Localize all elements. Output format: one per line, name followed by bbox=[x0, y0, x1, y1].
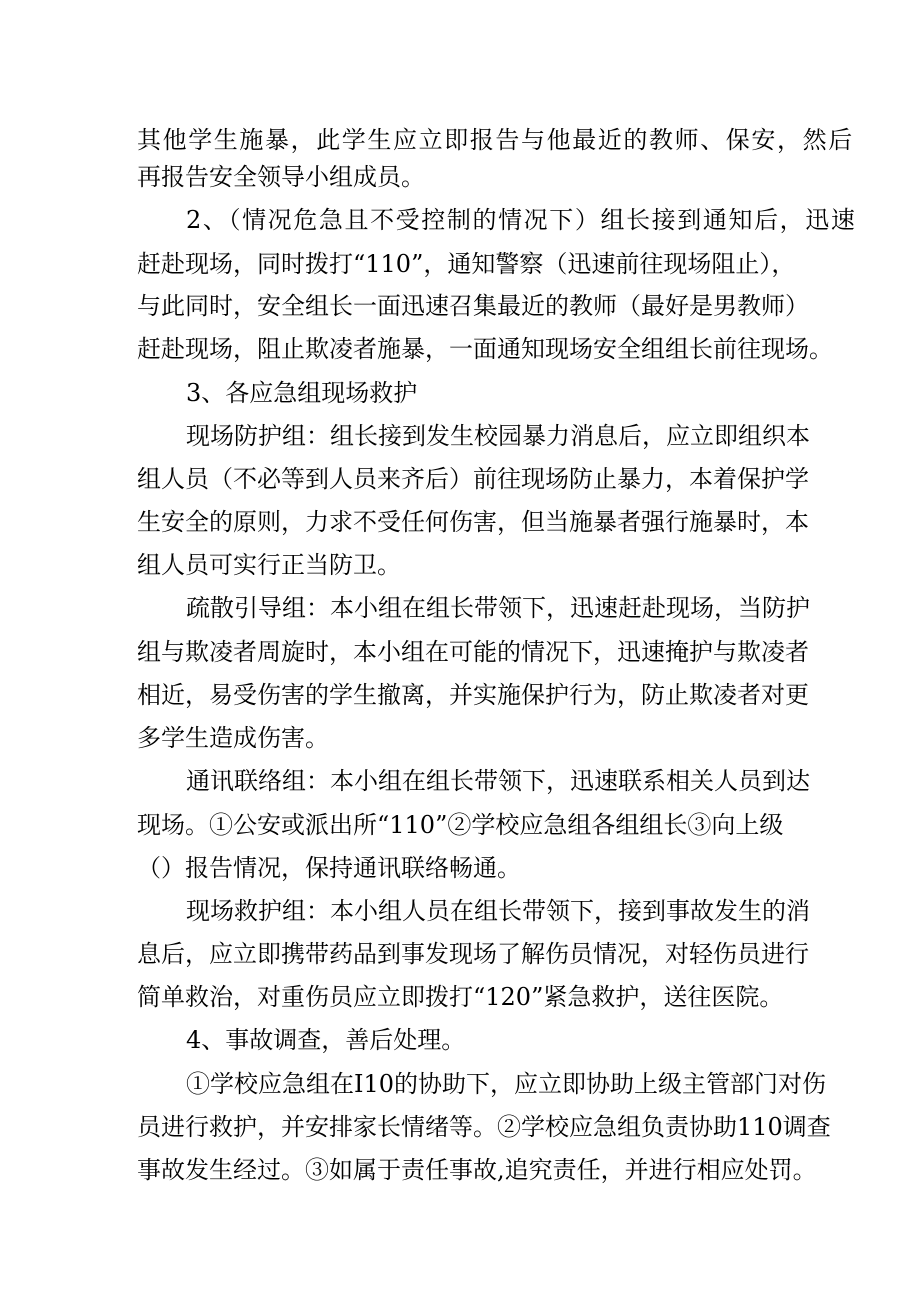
text-line: 简单救治，对重伤员应立即拨打“120”紧急救护，送往医院。 bbox=[137, 983, 784, 1011]
text-line: ①学校应急组在I10的协助下，应立即协助上级主管部门对伤 bbox=[186, 1070, 827, 1098]
text-line: 事故发生经过。③如属于责任事故,追究责任，并进行相应处罚。 bbox=[137, 1156, 817, 1184]
text-line: 再报告安全领导小组成员。 bbox=[137, 163, 425, 191]
text-line: 生安全的原则，力求不受任何伤害，但当施暴者强行施暴时，本 bbox=[137, 508, 809, 536]
text-line: 赶赴现场，同时拨打“110”，通知警察（迅速前往现场阻止）， bbox=[137, 250, 796, 278]
text-line: 组人员（不必等到人员来齐后）前往现场防止暴力，本着保护学 bbox=[137, 465, 809, 493]
text-line: 组与欺凌者周旋时，本小组在可能的情况下，迅速掩护与欺凌者 bbox=[137, 638, 809, 666]
text-line: 现场防护组：组长接到发生校园暴力消息后，应立即组织本 bbox=[186, 422, 810, 450]
text-line: 多学生造成伤害。 bbox=[137, 724, 329, 752]
text-line: 组人员可实行正当防卫。 bbox=[137, 551, 401, 579]
text-line: 现场。①公安或派出所“110”②学校应急组各组组长③向上级 bbox=[137, 811, 784, 839]
text-line: 疏散引导组：本小组在组长带领下，迅速赶赴现场，当防护 bbox=[186, 594, 810, 622]
text-line: 3、各应急组现场救护 bbox=[186, 379, 418, 407]
text-line: 现场救护组：本小组人员在组长带领下，接到事故发生的消 bbox=[186, 897, 810, 925]
text-line: 与此同时，安全组长一面迅速召集最近的教师（最好是男教师） bbox=[137, 292, 809, 320]
text-line: 通讯联络组：本小组在组长带领下，迅速联系相关人员到达 bbox=[186, 767, 810, 795]
text-line: 息后，应立即携带药品到事发现场了解伤员情况，对轻伤员进行 bbox=[137, 940, 809, 968]
text-line: 赶赴现场，阻止欺凌者施暴，一面通知现场安全组组长前往现场。 bbox=[137, 335, 833, 363]
text-line: 员进行救护，并安排家长情绪等。②学校应急组负责协助110调查 bbox=[137, 1113, 831, 1141]
text-line: （）报告情况，保持通讯联络畅通。 bbox=[137, 854, 521, 882]
text-line: 相近，易受伤害的学生撤离，并实施保护行为，防止欺凌者对更 bbox=[137, 681, 809, 709]
text-line: 4、事故调查，善后处理。 bbox=[186, 1026, 466, 1054]
text-line: 其他学生施暴，此学生应立即报告与他最近的教师、保安，然后 bbox=[137, 126, 854, 154]
text-line: 2、（情况危急且不受控制的情况下）组长接到通知后，迅速 bbox=[186, 206, 857, 234]
